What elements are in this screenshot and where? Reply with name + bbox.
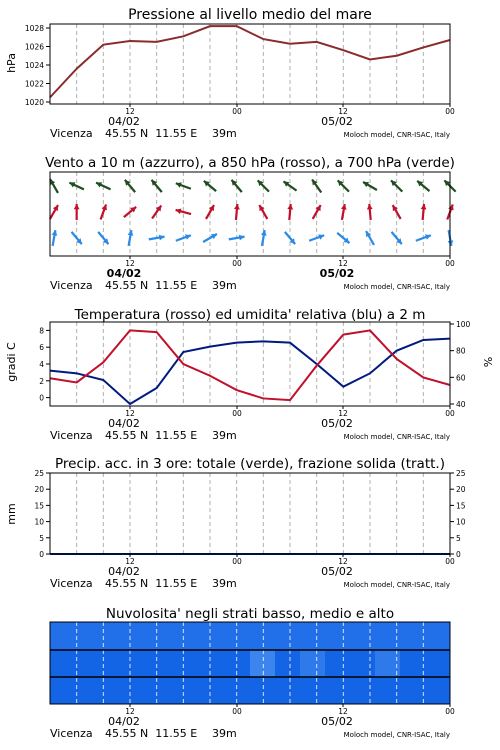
x-tick-label: 12	[338, 707, 348, 716]
x-tick-label: 12	[338, 557, 348, 566]
cloud-cell	[50, 650, 76, 677]
wind-arrow-head	[367, 204, 373, 209]
y-tick-label: 0	[39, 393, 44, 403]
y-tick-label: 0	[456, 550, 461, 559]
x-tick-label: 00	[445, 707, 455, 716]
pressure-series-line	[50, 26, 450, 97]
cloud-cell	[300, 650, 326, 677]
precipitation-panel	[5, 456, 466, 590]
x-tick-label: 00	[232, 707, 242, 716]
location-elevation: 39m	[212, 279, 237, 292]
y-tick-label: 8	[39, 326, 44, 336]
cloud-cell	[50, 622, 76, 650]
pressure-grid	[77, 24, 424, 104]
cloud-cell	[200, 622, 226, 650]
x-date-label: 04/02	[108, 115, 140, 128]
temperature-panel	[5, 307, 495, 442]
x-date-label: 05/02	[321, 417, 353, 430]
cloud-cell	[400, 622, 426, 650]
model-credit: Moloch model, CNR-ISAC, Italy	[343, 283, 450, 291]
x-tick-label: 00	[445, 557, 455, 566]
y-tick-label: 1022	[24, 79, 44, 89]
x-tick-label: 12	[125, 107, 135, 116]
y-tick-label: 40	[456, 400, 466, 409]
pressure-frame	[50, 24, 450, 104]
x-date-label: 05/02	[321, 115, 353, 128]
cloud-cell	[225, 677, 251, 704]
precipitation-y-axis-right	[450, 469, 466, 559]
cloud-title: Nuvolosita' negli strati basso, medio e alto	[105, 606, 395, 622]
y-tick-label: 2	[39, 376, 44, 386]
model-credit: Moloch model, CNR-ISAC, Italy	[343, 731, 450, 739]
pressure-title: Pressione al livello medio del mare	[128, 7, 372, 23]
cloud-cell	[150, 650, 176, 677]
location-name: Vicenza	[50, 429, 93, 442]
cloud-cell	[200, 650, 226, 677]
location-elevation: 39m	[212, 127, 237, 140]
wind-title: Vento a 10 m (azzurro), a 850 hPa (rosso), a 700 hPa (verde)	[45, 155, 455, 171]
location-elevation: 39m	[212, 429, 237, 442]
temperature-ylabel: gradi C	[5, 342, 18, 382]
wind-arrow-head	[74, 204, 80, 209]
x-date-label: 04/02	[108, 417, 140, 430]
x-tick-label: 00	[232, 259, 242, 268]
x-tick-label: 00	[232, 557, 242, 566]
precipitation-y-axis	[34, 469, 50, 559]
cloud-cell	[225, 650, 251, 677]
location-coords: 45.55 N 11.55 E	[105, 279, 198, 292]
y-tick-label: 25	[34, 469, 44, 478]
cloud-cell	[150, 622, 176, 650]
cloud-cell	[150, 677, 176, 704]
wind-arrows	[50, 179, 456, 246]
x-tick-label: 12	[338, 409, 348, 418]
cloud-cell	[325, 677, 351, 704]
precipitation-frame	[50, 473, 450, 554]
y-tick-label: 100	[456, 320, 471, 329]
wind-x-axis	[50, 256, 455, 292]
x-tick-label: 12	[125, 259, 135, 268]
location-elevation: 39m	[212, 727, 237, 740]
location-name: Vicenza	[50, 279, 93, 292]
cloud-cell	[275, 677, 301, 704]
x-tick-label: 12	[338, 107, 348, 116]
location-coords: 45.55 N 11.55 E	[105, 127, 198, 140]
x-tick-label: 00	[445, 259, 455, 268]
cloud-cell	[325, 622, 351, 650]
y-tick-label: 15	[34, 501, 44, 511]
x-tick-label: 00	[445, 409, 455, 418]
temperature-y-axis	[39, 326, 50, 402]
x-tick-label: 00	[232, 107, 242, 116]
location-coords: 45.55 N 11.55 E	[105, 429, 198, 442]
cloud-heatmap	[50, 622, 451, 704]
y-tick-label: 6	[39, 343, 44, 353]
wind-arrow-head	[234, 204, 240, 209]
y-tick-label: 15	[456, 501, 466, 511]
x-date-label: 04/02	[108, 565, 140, 578]
cloud-cell	[300, 622, 326, 650]
wind-arrow-head	[421, 204, 427, 209]
x-tick-label: 12	[125, 707, 135, 716]
humidity-y-axis	[450, 320, 471, 409]
wind-arrow-head	[287, 204, 293, 209]
y-tick-label: 20	[34, 485, 44, 495]
location-name: Vicenza	[50, 577, 93, 590]
x-tick-label: 00	[445, 107, 455, 116]
precipitation-x-axis	[50, 554, 455, 590]
cloud-cell	[425, 650, 451, 677]
y-tick-label: 80	[456, 346, 466, 356]
y-tick-label: 25	[456, 469, 466, 478]
precipitation-grid	[77, 473, 424, 554]
pressure-panel	[5, 7, 455, 140]
cloud-cell	[350, 650, 376, 677]
y-tick-label: 20	[456, 485, 466, 495]
cloud-cell	[350, 677, 376, 704]
x-tick-label: 00	[232, 409, 242, 418]
wind-panel	[45, 155, 456, 292]
cloud-cell	[200, 677, 226, 704]
cloud-cell	[425, 677, 451, 704]
temperature-x-axis	[50, 406, 455, 442]
cloud-panel	[50, 606, 455, 740]
model-credit: Moloch model, CNR-ISAC, Italy	[343, 433, 450, 441]
cloud-cell	[250, 650, 276, 677]
x-date-label: 05/02	[321, 565, 353, 578]
x-date-label: 05/02	[321, 715, 353, 728]
temperature-title: Temperatura (rosso) ed umidita' relativa (blu) a 2 m	[74, 307, 426, 323]
y-tick-label: 1020	[24, 98, 44, 107]
model-credit: Moloch model, CNR-ISAC, Italy	[343, 131, 450, 139]
y-tick-label: 5	[456, 533, 461, 543]
cloud-cell	[275, 622, 301, 650]
humidity-ylabel: %	[482, 356, 495, 368]
precipitation-title: Precip. acc. in 3 ore: totale (verde), frazione solida (tratt.)	[55, 456, 445, 472]
cloud-cell	[400, 650, 426, 677]
x-tick-label: 12	[125, 409, 135, 418]
pressure-ylabel: hPa	[5, 53, 18, 73]
model-credit: Moloch model, CNR-ISAC, Italy	[343, 581, 450, 589]
cloud-cell	[50, 677, 76, 704]
cloud-x-axis	[50, 704, 455, 740]
cloud-cell	[250, 677, 276, 704]
y-tick-label: 60	[456, 373, 466, 383]
x-tick-label: 12	[125, 557, 135, 566]
cloud-cell	[125, 650, 151, 677]
x-date-label: 04/02	[108, 715, 140, 728]
location-name: Vicenza	[50, 727, 93, 740]
cloud-cell	[175, 622, 201, 650]
location-elevation: 39m	[212, 577, 237, 590]
cloud-cell	[75, 622, 101, 650]
cloud-cell	[325, 650, 351, 677]
cloud-cell	[400, 677, 426, 704]
cloud-cell	[350, 622, 376, 650]
cloud-cell	[275, 650, 301, 677]
precipitation-ylabel: mm	[5, 503, 18, 525]
cloud-cell	[250, 622, 276, 650]
pressure-y-axis	[25, 24, 50, 107]
y-tick-label: 10	[34, 517, 44, 527]
location-coords: 45.55 N 11.55 E	[105, 727, 198, 740]
cloud-cell	[300, 677, 326, 704]
cloud-cell	[175, 677, 201, 704]
y-tick-label: 10	[456, 517, 466, 527]
wind-frame	[50, 172, 450, 256]
x-date-label: 05/02	[319, 267, 355, 280]
temperature-series-line	[50, 330, 450, 400]
cloud-cell	[225, 622, 251, 650]
x-date-label: 04/02	[106, 267, 142, 280]
x-tick-label: 12	[338, 259, 348, 268]
cloud-cell	[125, 677, 151, 704]
pressure-x-axis	[50, 104, 455, 140]
cloud-cell	[75, 650, 101, 677]
cloud-cell	[425, 622, 451, 650]
cloud-cell	[175, 650, 201, 677]
cloud-cell	[125, 622, 151, 650]
y-tick-label: 5	[39, 533, 44, 543]
y-tick-label: 0	[39, 550, 44, 559]
y-tick-label: 1028	[24, 24, 44, 33]
cloud-cell	[75, 677, 101, 704]
location-name: Vicenza	[50, 127, 93, 140]
y-tick-label: 4	[39, 360, 44, 369]
location-coords: 45.55 N 11.55 E	[105, 577, 198, 590]
y-tick-label: 1024	[24, 61, 44, 70]
y-tick-label: 1026	[24, 42, 44, 52]
